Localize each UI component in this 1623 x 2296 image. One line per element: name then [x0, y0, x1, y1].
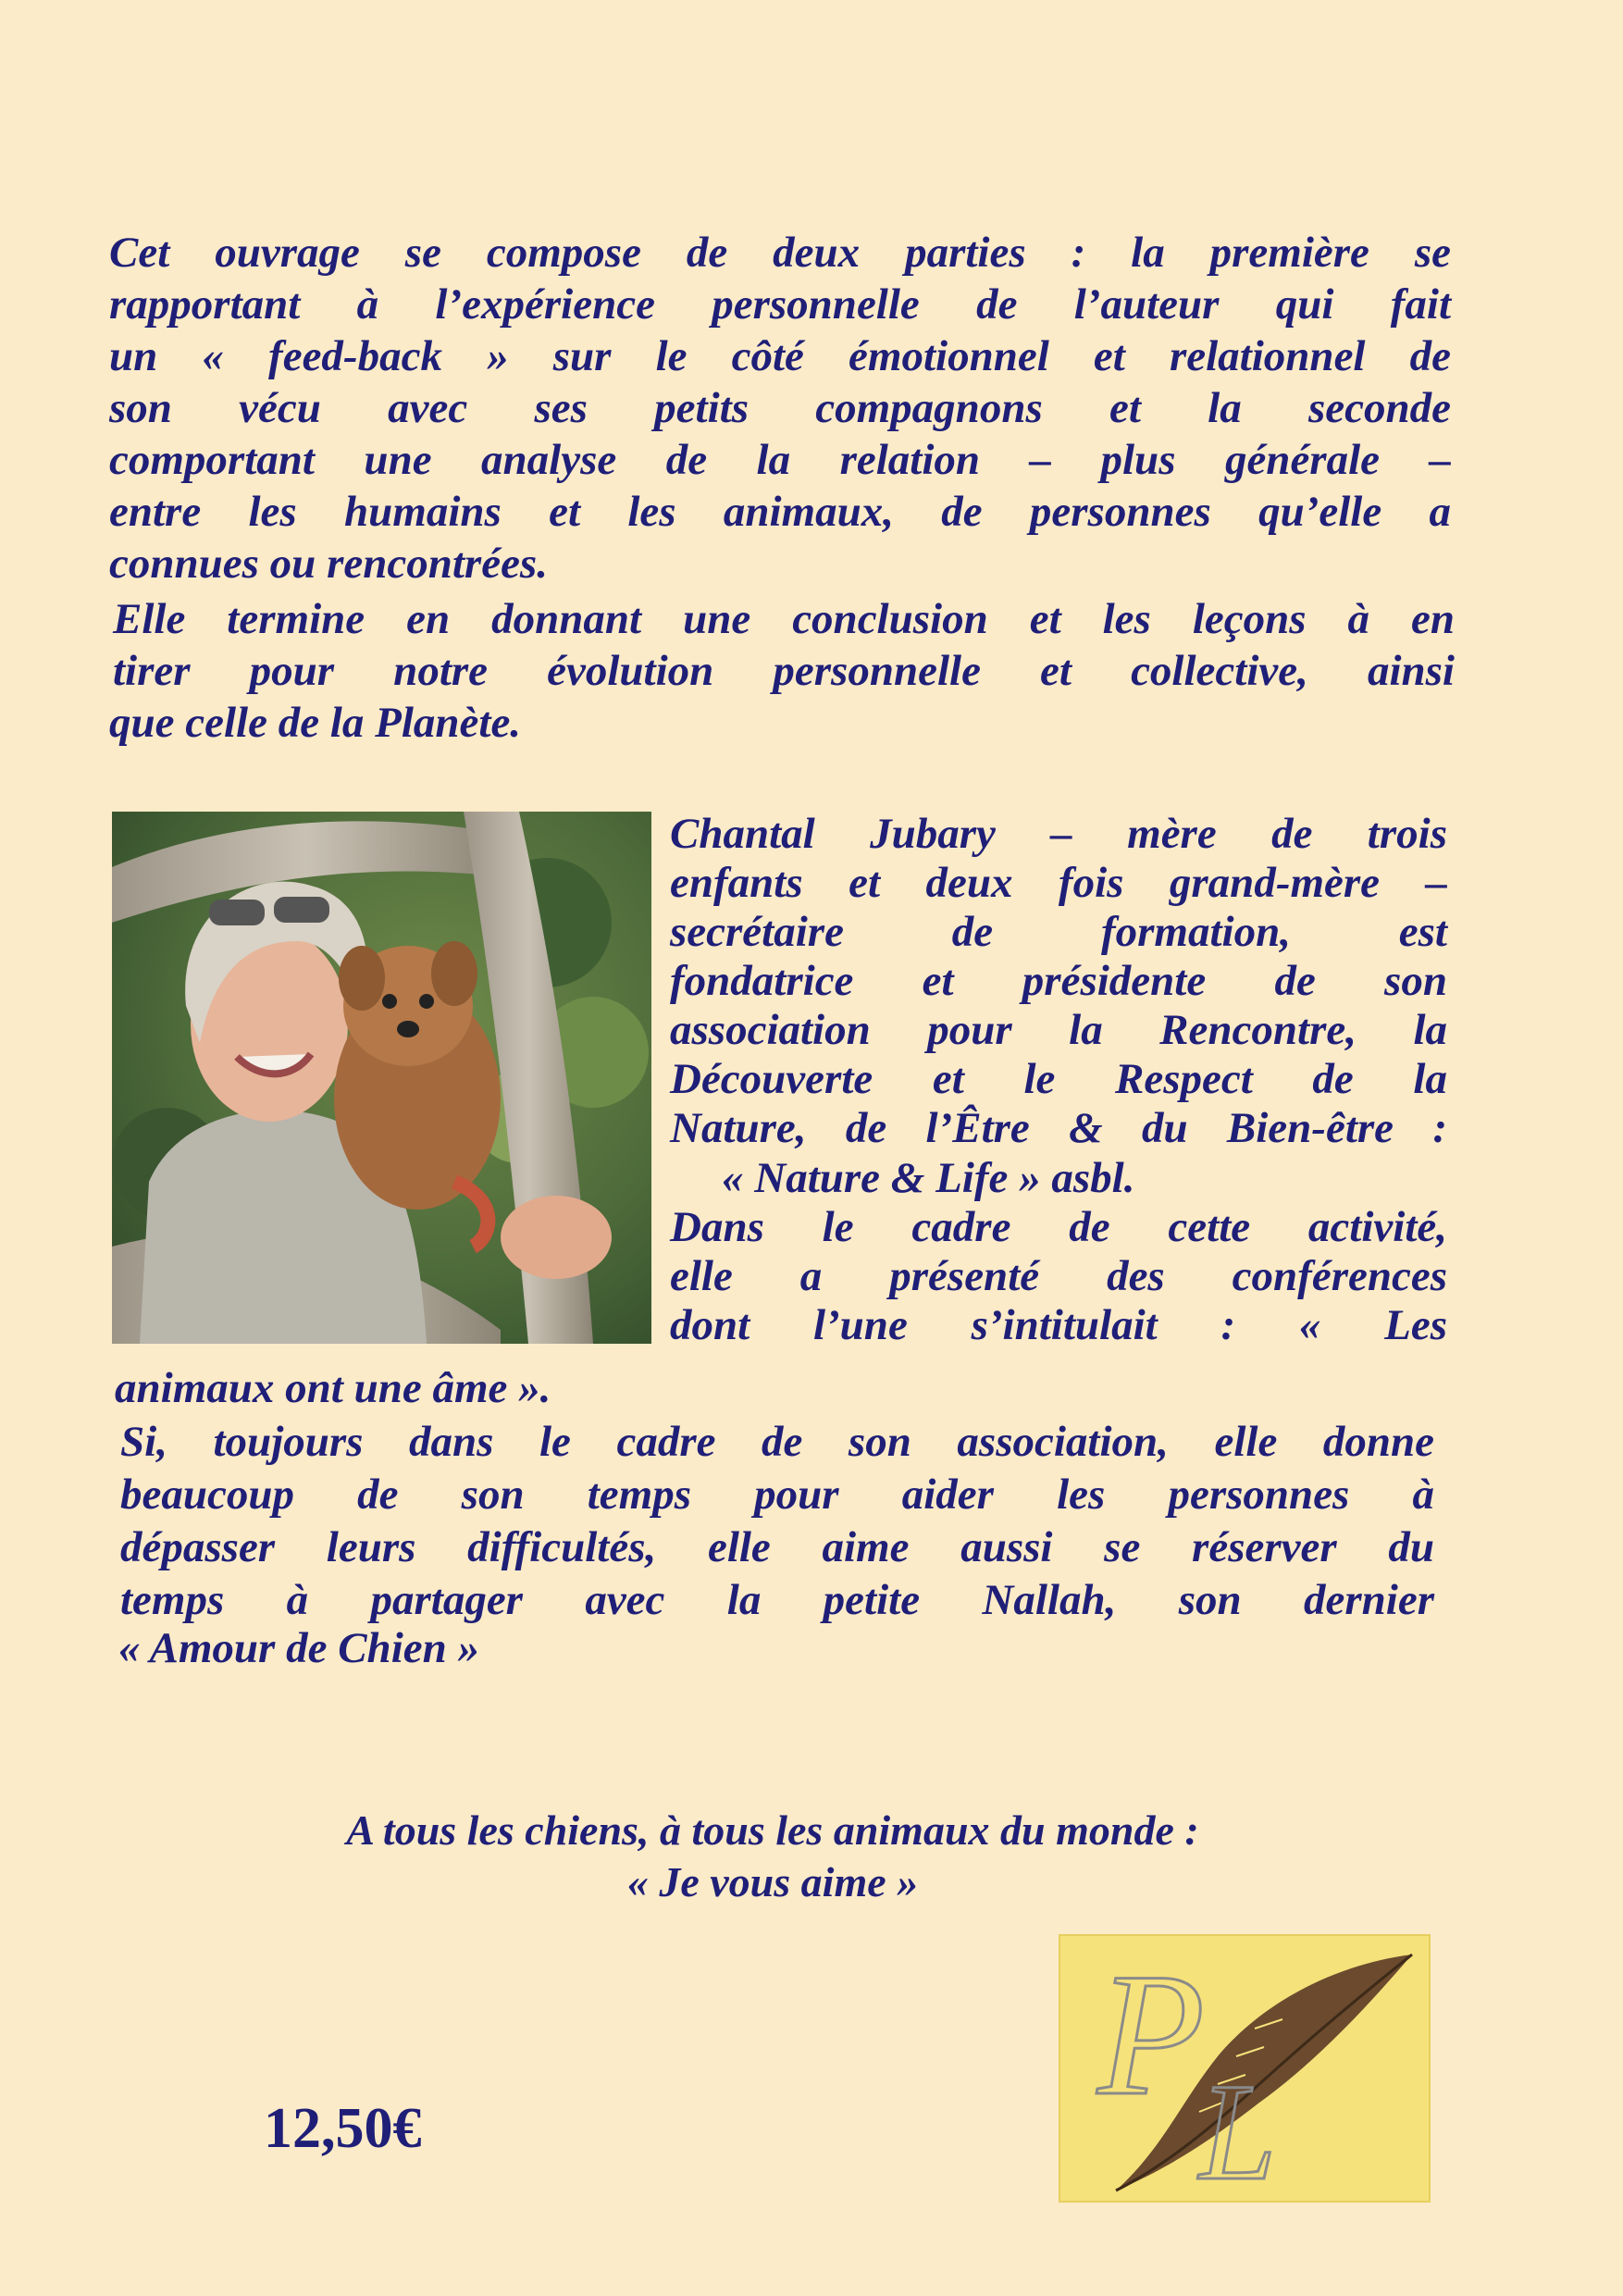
bio-line: beaucoup de son temps pour aider les personnes à	[120, 1471, 1434, 1519]
bio-line: association pour la Rencontre, la	[670, 1006, 1447, 1054]
bio-line: dépasser leurs difficultés, elle aime aussi se réserver du	[120, 1523, 1434, 1571]
svg-text:P: P	[1097, 1938, 1206, 2132]
bio-line: fondatrice et présidente de son	[670, 957, 1447, 1005]
feather-quill-icon	[1060, 1936, 1429, 2201]
bio-line: Si, toujours dans le cadre de son association, elle donne	[120, 1418, 1434, 1466]
bio-line: secrétaire de formation, est	[670, 908, 1447, 956]
bio-line: temps à partager avec la petite Nallah, son dernier	[120, 1576, 1434, 1624]
summary-line: comportant une analyse de la relation – plus générale –	[109, 436, 1451, 484]
bio-line: Nature, de l’Être & du Bien-être :	[670, 1104, 1447, 1152]
bio-line: « Amour de Chien »	[118, 1624, 479, 1672]
summary-line: connues ou rencontrées.	[109, 540, 548, 588]
summary-line: entre les humains et les animaux, de personnes qu’elle a	[109, 488, 1451, 536]
summary-line: rapportant à l’expérience personnelle de l’auteur qui fait	[109, 280, 1451, 329]
bio-line: Chantal Jubary – mère de trois	[670, 810, 1447, 858]
summary-line: un « feed-back » sur le côté émotionnel et relationnel de	[109, 332, 1451, 380]
bio-line: elle a présenté des conférences	[670, 1252, 1447, 1300]
dedication-line: « Je vous aime »	[626, 1858, 919, 1905]
bio-line: Dans le cadre de cette activité,	[670, 1203, 1447, 1251]
svg-text:L: L	[1199, 2055, 1277, 2201]
publisher-logo	[1059, 1934, 1431, 2203]
author-with-dog-illustration	[112, 812, 651, 1344]
summary-line: Cet ouvrage se compose de deux parties : la première se	[109, 229, 1451, 277]
association-name: « Nature & Life » asbl.	[722, 1154, 1135, 1202]
bio-line: enfants et deux fois grand-mère –	[670, 859, 1447, 907]
author-photo	[112, 812, 651, 1344]
price: 12,50€	[264, 2097, 422, 2160]
summary-line: Elle termine en donnant une conclusion et les leçons à en	[113, 595, 1455, 643]
summary-line: que celle de la Planète.	[109, 699, 522, 747]
bio-line: dont l’une s’intitulait : « Les	[670, 1301, 1447, 1349]
bio-line: Découverte et le Respect de la	[670, 1055, 1447, 1103]
summary-line: tirer pour notre évolution personnelle et collective, ainsi	[113, 647, 1455, 695]
dedication-line: A tous les chiens, à tous les animaux du monde :	[346, 1806, 1199, 1854]
bio-line: animaux ont une âme ».	[115, 1364, 551, 1412]
summary-line: son vécu avec ses petits compagnons et la seconde	[109, 384, 1451, 432]
